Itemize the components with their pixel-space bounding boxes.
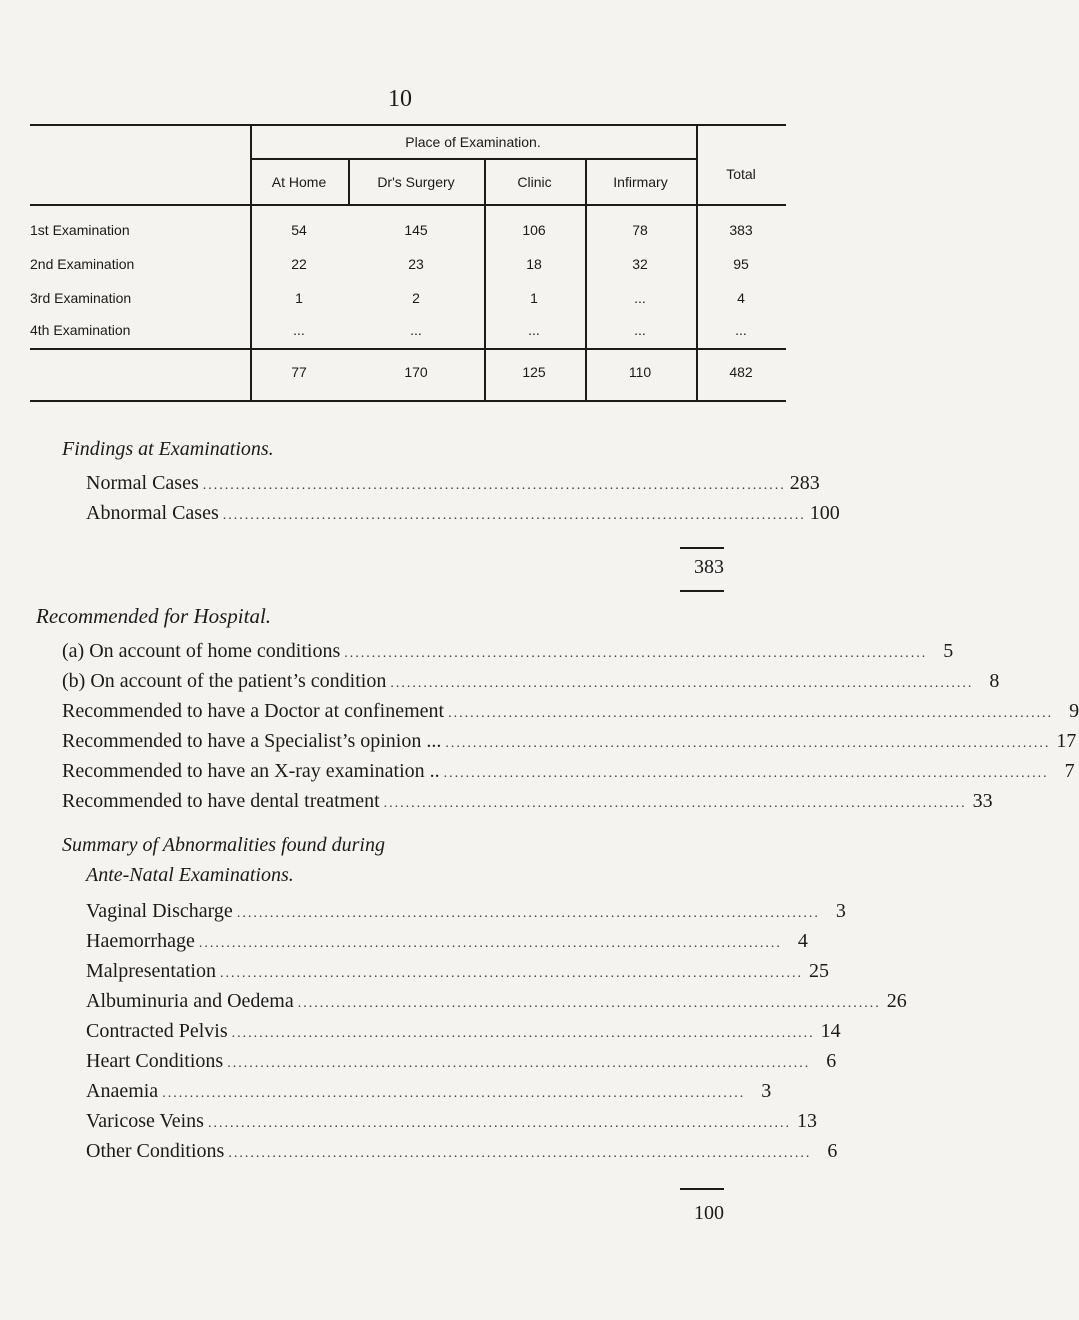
findings-item [86,502,840,528]
group-header: Place of Examination. [405,134,541,150]
summary-total-rule [680,1188,724,1190]
summary-item [86,990,907,1016]
summary-item-value: 3 [761,1080,772,1102]
findings-item-label: Abnormal Cases [86,502,219,524]
dot-leader: .......................................................................................................... [222,508,806,523]
row-label-2nd: 2nd Examination [30,256,135,272]
dot-leader: .......................................................................................................... [228,1146,812,1161]
summary-item-label: Varicose Veins [86,1110,204,1132]
summary-item-label: Haemorrhage [86,930,195,952]
hospital-item [62,790,993,816]
dot-leader: .......................................................................................................... [162,1086,746,1101]
hospital-item-label: Recommended to have a Specialist’s opinion ... [62,730,442,752]
hospital-item [62,640,954,666]
summary-item [86,1080,772,1106]
cell-4th-infirmary: ... [634,322,646,338]
examination-table [30,124,786,402]
summary-item-label: Vaginal Discharge [86,900,233,922]
summary-title-line2: Ante-Natal Examinations. [86,864,294,886]
hospital-item-value: 33 [972,790,993,812]
hospital-item-value: 17 [1056,730,1077,752]
dot-leader: .............................................................................................................. [448,706,1054,721]
findings-item-value: 100 [809,502,840,524]
dot-leader: .......................................................................................................... [207,1116,791,1131]
hospital-title: Recommended for Hospital. [36,604,272,628]
cell-3rd-total: 4 [737,290,745,306]
cell-1st-infirmary: 78 [632,222,648,238]
cell-1st-surgery: 145 [404,222,428,238]
col-rule-3-totals [585,350,587,400]
hospital-item-value: 8 [989,670,1000,692]
dot-leader: .......................................................................................................... [383,796,967,811]
cell-1st-home: 54 [291,222,307,238]
findings-total: 383 [694,556,724,578]
cell-2nd-clinic: 18 [526,256,542,272]
hospital-item [62,730,1077,756]
hospital-item-label: Recommended to have a Doctor at confinement [62,700,445,722]
hospital-item-label: Recommended to have an X-ray examination .. [62,760,440,782]
col-rule-2-totals [484,350,486,400]
dot-leader: .......................................................................................................... [198,936,782,951]
column-header-surgery: Dr's Surgery [377,174,455,190]
grand-total: 482 [729,364,753,380]
total-clinic: 125 [522,364,546,380]
summary-item-value: 26 [886,990,907,1012]
hospital-item-label: Recommended to have dental treatment [62,790,380,812]
summary-item-value: 14 [820,1020,841,1042]
summary-item-value: 3 [835,900,846,922]
cell-1st-total: 383 [729,222,753,238]
dot-leader: .............................................................................................................. [443,766,1049,781]
dot-leader: .......................................................................................................... [219,966,803,981]
row-label-3rd: 3rd Examination [30,290,132,306]
header-bottom-rule-left [30,204,250,206]
header-bottom-rule [250,204,786,206]
summary-item [86,1020,841,1046]
summary-item [86,960,829,986]
cell-3rd-home: 1 [295,290,303,306]
findings-total-rule-top [680,547,724,549]
page-number: 10 [388,86,412,112]
summary-title-line1: Summary of Abnormalities found during [62,834,385,856]
cell-3rd-infirmary: ... [634,290,646,306]
dot-leader: .......................................................................................................... [390,676,974,691]
group-header-rule [250,158,696,160]
column-header-clinic: Clinic [517,174,552,190]
summary-item-label: Malpresentation [86,960,216,982]
summary-item-value: 6 [826,1050,837,1072]
dot-leader: .......................................................................................................... [344,646,928,661]
dot-leader: .......................................................................................................... [297,996,881,1011]
summary-item-label: Other Conditions [86,1140,225,1162]
hospital-item-label: (b) On account of the patient’s condition [62,670,387,692]
hospital-item-value: 7 [1064,760,1075,782]
cell-2nd-total: 95 [733,256,749,272]
column-header-at-home: At Home [271,174,327,190]
hospital-item-label: (a) On account of home conditions [62,640,341,662]
total-infirmary: 110 [628,364,652,380]
total-home: 77 [291,364,307,380]
cell-4th-surgery: ... [410,322,422,338]
cell-2nd-surgery: 23 [408,256,424,272]
total-header: Total [726,166,756,182]
findings-item [86,472,820,498]
summary-item-value: 4 [797,930,808,952]
hospital-item [62,700,1079,726]
findings-item-label: Normal Cases [86,472,199,494]
summary-item-value: 13 [796,1110,817,1132]
dot-leader: .......................................................................................................... [231,1026,815,1041]
summary-total: 100 [694,1202,724,1224]
summary-item [86,1110,817,1136]
table-bottom-rule [30,400,786,402]
dot-leader: .......................................................................................................... [202,478,786,493]
summary-item-value: 6 [827,1140,838,1162]
hospital-item [62,670,1000,696]
label-column-rule [250,124,252,402]
findings-title: Findings at Examinations. [62,438,274,460]
column-header-infirmary: Infirmary [613,174,668,190]
row-label-1st: 1st Examination [30,222,130,238]
row-label-4th: 4th Examination [30,322,131,338]
cell-3rd-surgery: 2 [412,290,420,306]
summary-item [86,900,846,926]
total-surgery: 170 [404,364,428,380]
hospital-item [62,760,1075,786]
summary-item-label: Heart Conditions [86,1050,224,1072]
summary-item [86,1140,838,1166]
dot-leader: .......................................................................................................... [227,1056,811,1071]
hospital-item-value: 5 [943,640,954,662]
cell-1st-clinic: 106 [522,222,546,238]
summary-item [86,930,808,956]
totals-top-rule [30,348,786,350]
dot-leader: .............................................................................................................. [445,736,1051,751]
cell-2nd-home: 22 [291,256,307,272]
cell-4th-total: ... [735,322,747,338]
cell-3rd-clinic: 1 [530,290,538,306]
summary-item-label: Albuminuria and Oedema [86,990,294,1012]
cell-4th-clinic: ... [528,322,540,338]
findings-item-value: 283 [789,472,820,494]
findings-total-rule-bottom [680,590,724,592]
summary-item-value: 25 [808,960,829,982]
summary-item [86,1050,837,1076]
dot-leader: .......................................................................................................... [236,906,820,921]
cell-2nd-infirmary: 32 [632,256,648,272]
hospital-item-value: 9 [1069,700,1079,722]
table-top-rule [30,124,786,126]
summary-item-label: Anaemia [86,1080,159,1102]
cell-4th-home: ... [293,322,305,338]
summary-item-label: Contracted Pelvis [86,1020,228,1042]
